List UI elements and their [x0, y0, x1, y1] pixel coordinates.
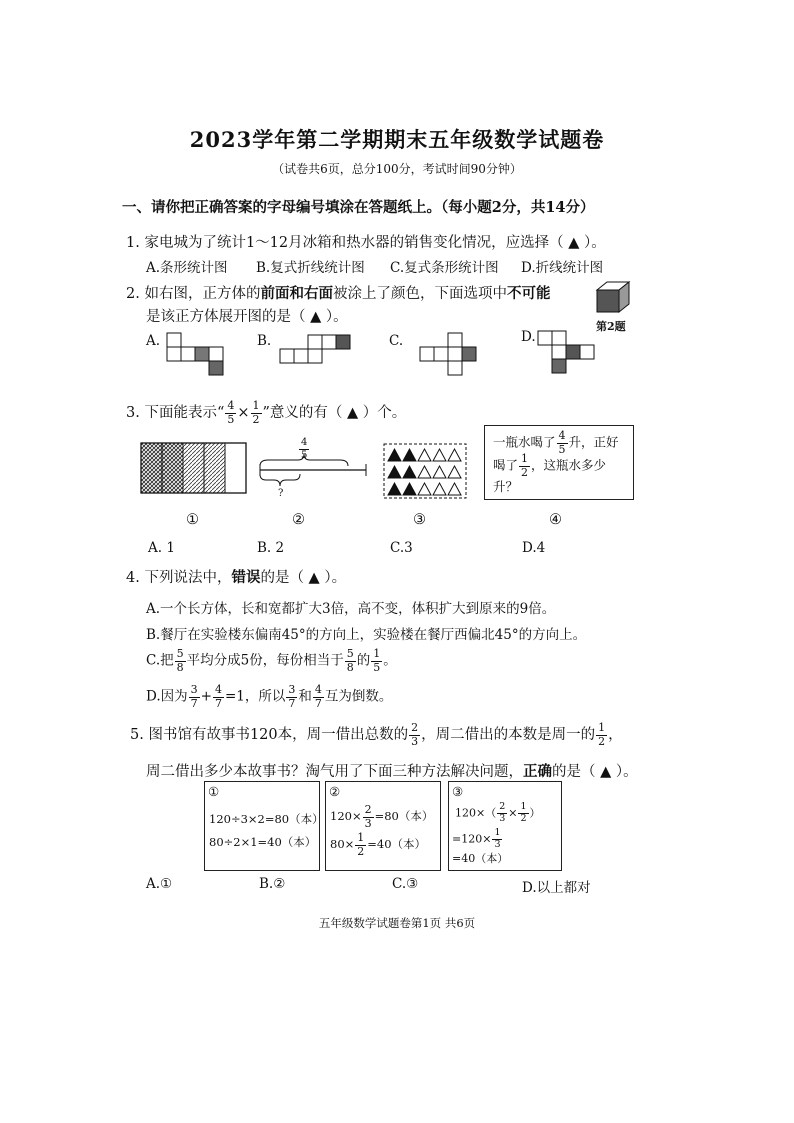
q1-option-a: A.条形统计图 [146, 260, 228, 276]
q4-c-b: 平均分成5份，每份相当于 [186, 652, 344, 669]
page-footer: 五年级数学试题卷第1页 共6页 [318, 916, 476, 930]
empty-triangle-icon [418, 466, 431, 478]
net-a [167, 331, 233, 377]
question-5-line-1 [130, 722, 623, 748]
exam-subtitle: （试卷共6页，总分100分，考试时间90分钟） [272, 162, 522, 176]
q4-d-den-4: 7 [314, 696, 322, 710]
q3-suffix: ”意义的有（ ▲ ）个。 [262, 405, 407, 422]
q4-d-a: D.因为 [146, 688, 188, 705]
q4-c-d: 。 [383, 652, 397, 669]
q4-d-num-2: 4 [214, 683, 222, 696]
q5-box3-l1-den-1: 3 [499, 812, 506, 824]
q3-times: × [237, 405, 250, 422]
q4-c-den-3: 5 [373, 660, 381, 674]
q2-text-bold-2: 不可能 [506, 285, 551, 302]
q3-figure-3 [383, 443, 467, 499]
filled-triangle-icon [403, 483, 416, 495]
q4-c-num-3: 1 [373, 647, 381, 660]
triangle-grid [388, 449, 461, 495]
q5-box2-l1-num: 2 [364, 803, 372, 816]
q3-option-a: A. 1 [148, 540, 175, 556]
q3-box-l1-a: 一瓶水喝了 [493, 434, 556, 450]
q4-intro-c: 的是（ ▲ ）。 [260, 570, 347, 586]
filled-triangle-icon [388, 483, 401, 495]
q3-box-l1-num: 4 [558, 429, 566, 442]
q5-box2-l2-a: 80× [330, 837, 355, 852]
question-3-text [126, 400, 406, 426]
empty-triangle-icon [433, 466, 446, 478]
q5-l1-num-1: 2 [411, 721, 419, 734]
q2-option-a: A. [146, 333, 161, 349]
q5-box1-line-1: 120÷3×2=80（本） [209, 812, 324, 826]
q5-method-2-box [325, 781, 441, 871]
q5-box3-l1-a: 120×（ [455, 806, 497, 820]
q5-l1-num-2: 1 [598, 721, 606, 734]
q5-box3-line-3: =40（本） [452, 852, 509, 865]
q4-d-den-3: 7 [288, 696, 296, 710]
q5-box3-l1-times: × [508, 806, 518, 820]
section-1-heading: 一、请你把正确答案的字母编号填涂在答题纸上。（每小题2分，共14分） [122, 199, 595, 216]
q4-d-b: + [200, 688, 212, 705]
q4-c-a: C.把 [146, 652, 174, 669]
q3-fraction-1 [225, 400, 236, 426]
q3-fraction-2 [251, 400, 262, 426]
q4-d-den-1: 7 [190, 696, 198, 710]
q2-option-b: B. [257, 333, 272, 349]
q4-d-den-2: 7 [214, 696, 222, 710]
q4-c-den-1: 8 [176, 660, 184, 674]
q3-option-d: D.4 [522, 540, 546, 556]
q3-figure-2 [258, 438, 370, 502]
q5-l2-a: 周二借出多少本故事书？淘气用了下面三种方法解决问题， [146, 764, 523, 780]
q5-box3-l1-num-2: 1 [520, 801, 527, 812]
q3-option-b: B. 2 [257, 540, 285, 556]
q1-option-d: D.折线统计图 [521, 260, 604, 276]
q3-fig2-den: 5 [301, 449, 308, 461]
q4-d-num-4: 4 [314, 683, 322, 696]
q3-box-l2-a: 喝了 [493, 457, 519, 473]
q3-figure-4-box [484, 425, 634, 500]
q3-box-line-3: 升？ [493, 479, 519, 494]
q5-box2-l2-b: =40（本） [367, 837, 427, 852]
q5-box2-l1-den: 3 [364, 816, 372, 830]
q4-c-num-2: 5 [346, 647, 354, 660]
q5-box1-line-2: 80÷2×1=40（本） [209, 835, 317, 849]
q3-label-2: ② [292, 512, 305, 528]
q2-option-c: C. [389, 333, 404, 349]
q5-box2-l2-den: 2 [357, 844, 365, 858]
q5-box2-label: ② [329, 784, 341, 799]
question-2-line-1 [126, 282, 550, 303]
q3-box-l2-b: ，这瓶水多少 [531, 457, 607, 473]
net-c [420, 331, 482, 377]
q5-box3-l2-den: 3 [494, 838, 501, 850]
q5-box3-l2-num: 1 [494, 827, 501, 838]
q4-option-c [146, 648, 397, 674]
exam-title: 2023学年第二学期期末五年级数学试题卷 [189, 127, 605, 152]
q3-box-l2-num: 1 [521, 452, 529, 465]
question-5-line-2 [146, 760, 638, 781]
q4-intro-a: 4. 下列说法中， [126, 570, 232, 586]
q3-fig2-question-mark: ? [278, 488, 284, 499]
q5-option-b: B.② [259, 876, 286, 892]
q5-box3-l1-num-1: 2 [499, 801, 506, 812]
q3-label-1: ① [186, 512, 199, 528]
empty-triangle-icon [448, 466, 461, 478]
q3-f2-num: 1 [252, 399, 260, 412]
q3-option-c: C.3 [390, 540, 413, 556]
q3-f1-den: 5 [227, 412, 235, 426]
q5-box3-line-1 [455, 802, 541, 825]
question-4-text [126, 566, 346, 587]
q4-option-b: B.餐厅在实验楼东偏南45°的方向上，实验楼在餐厅西偏北45°的方向上。 [146, 627, 587, 643]
q5-box3-line-2 [452, 828, 503, 851]
q5-method-1-box [204, 781, 324, 871]
q5-option-a: A.① [146, 876, 173, 892]
q5-option-d: D.以上都对 [522, 880, 591, 896]
net-b [280, 333, 356, 369]
q5-l1-den-1: 3 [411, 734, 419, 748]
q5-box3-l1-b: ） [529, 806, 541, 820]
q1-option-b: B.复式折线统计图 [256, 260, 365, 276]
empty-triangle-icon [433, 449, 446, 461]
q4-option-a: A.一个长方体，长和宽都扩大3倍，高不变，体积扩大到原来的9倍。 [146, 601, 556, 617]
net-d [538, 329, 600, 379]
filled-triangle-icon [388, 466, 401, 478]
q3-f2-den: 2 [252, 412, 260, 426]
q5-box3-label: ③ [452, 784, 464, 799]
q2-text-bold-1: 前面和右面 [260, 285, 333, 302]
q2-option-d: D. [521, 329, 536, 345]
q4-d-num-3: 3 [288, 683, 296, 696]
q5-box2-l1-a: 120× [330, 809, 362, 824]
empty-triangle-icon [448, 449, 461, 461]
q3-label-3: ③ [413, 512, 426, 528]
q3-box-line-2 [493, 453, 606, 479]
q5-box3-l1-den-2: 2 [520, 812, 527, 824]
filled-triangle-icon [403, 449, 416, 461]
q5-l1-a: 5. 图书馆有故事书120本，周一借出总数的 [130, 727, 409, 744]
q1-option-c: C.复式条形统计图 [390, 260, 499, 276]
question-2-line-2: 是该正方体展开图的是（ ▲ ）。 [146, 309, 348, 325]
empty-triangle-icon [418, 483, 431, 495]
q5-box2-line-1 [330, 804, 433, 830]
filled-triangle-icon [388, 449, 401, 461]
q3-box-l1-den: 5 [558, 442, 566, 456]
q5-l2-c: 的是（ ▲ ）。 [552, 764, 638, 780]
q2-text-c: 被涂上了颜色，下面选项中 [332, 286, 507, 302]
q3-box-l1-b: 升，正好 [568, 434, 619, 450]
q4-d-c: =1，所以 [224, 688, 286, 705]
q3-figure-1 [140, 442, 248, 494]
q4-c-c: 的 [356, 652, 371, 669]
empty-triangle-icon [418, 449, 431, 461]
filled-triangle-icon [403, 466, 416, 478]
q3-fig2-fraction [298, 437, 310, 461]
q3-label-4: ④ [549, 512, 562, 528]
q5-l1-c: ， [608, 727, 623, 744]
q2-text-a: 2. 如右图，正方体的 [126, 286, 261, 302]
q3-prefix: 3. 下面能表示“ [126, 405, 225, 422]
q5-box1-label: ① [208, 784, 220, 799]
q5-option-c: C.③ [392, 876, 419, 892]
q5-box3-l2-a: =120× [452, 832, 492, 846]
q5-box2-l2-num: 1 [357, 831, 365, 844]
q4-intro-bold: 错误 [231, 569, 261, 586]
q4-option-d [146, 684, 392, 710]
q3-fig2-num: 4 [301, 437, 308, 448]
q4-c-num-1: 5 [176, 647, 184, 660]
q3-box-l2-den: 2 [521, 465, 529, 479]
q5-box2-line-2 [330, 832, 426, 858]
empty-triangle-icon [448, 483, 461, 495]
q5-l1-b: ，周二借出的本数是周一的 [421, 727, 596, 744]
empty-triangle-icon [433, 483, 446, 495]
q5-method-3-box [448, 781, 562, 871]
q4-d-e: 互为倒数。 [324, 688, 393, 705]
cube-figure [595, 280, 635, 316]
q5-box2-l1-b: =80（本） [374, 809, 434, 824]
q3-f1-num: 4 [227, 399, 235, 412]
q5-l1-den-2: 2 [598, 734, 606, 748]
q2-figure-label: 第2题 [596, 320, 626, 333]
question-1-text: 1. 家电城为了统计1～12月冰箱和热水器的销售变化情况，应选择（ ▲ ）。 [126, 235, 606, 251]
q5-l2-bold: 正确 [523, 763, 552, 780]
q4-d-num-1: 3 [190, 683, 198, 696]
q4-c-den-2: 8 [346, 660, 354, 674]
q4-d-d: 和 [298, 688, 312, 705]
